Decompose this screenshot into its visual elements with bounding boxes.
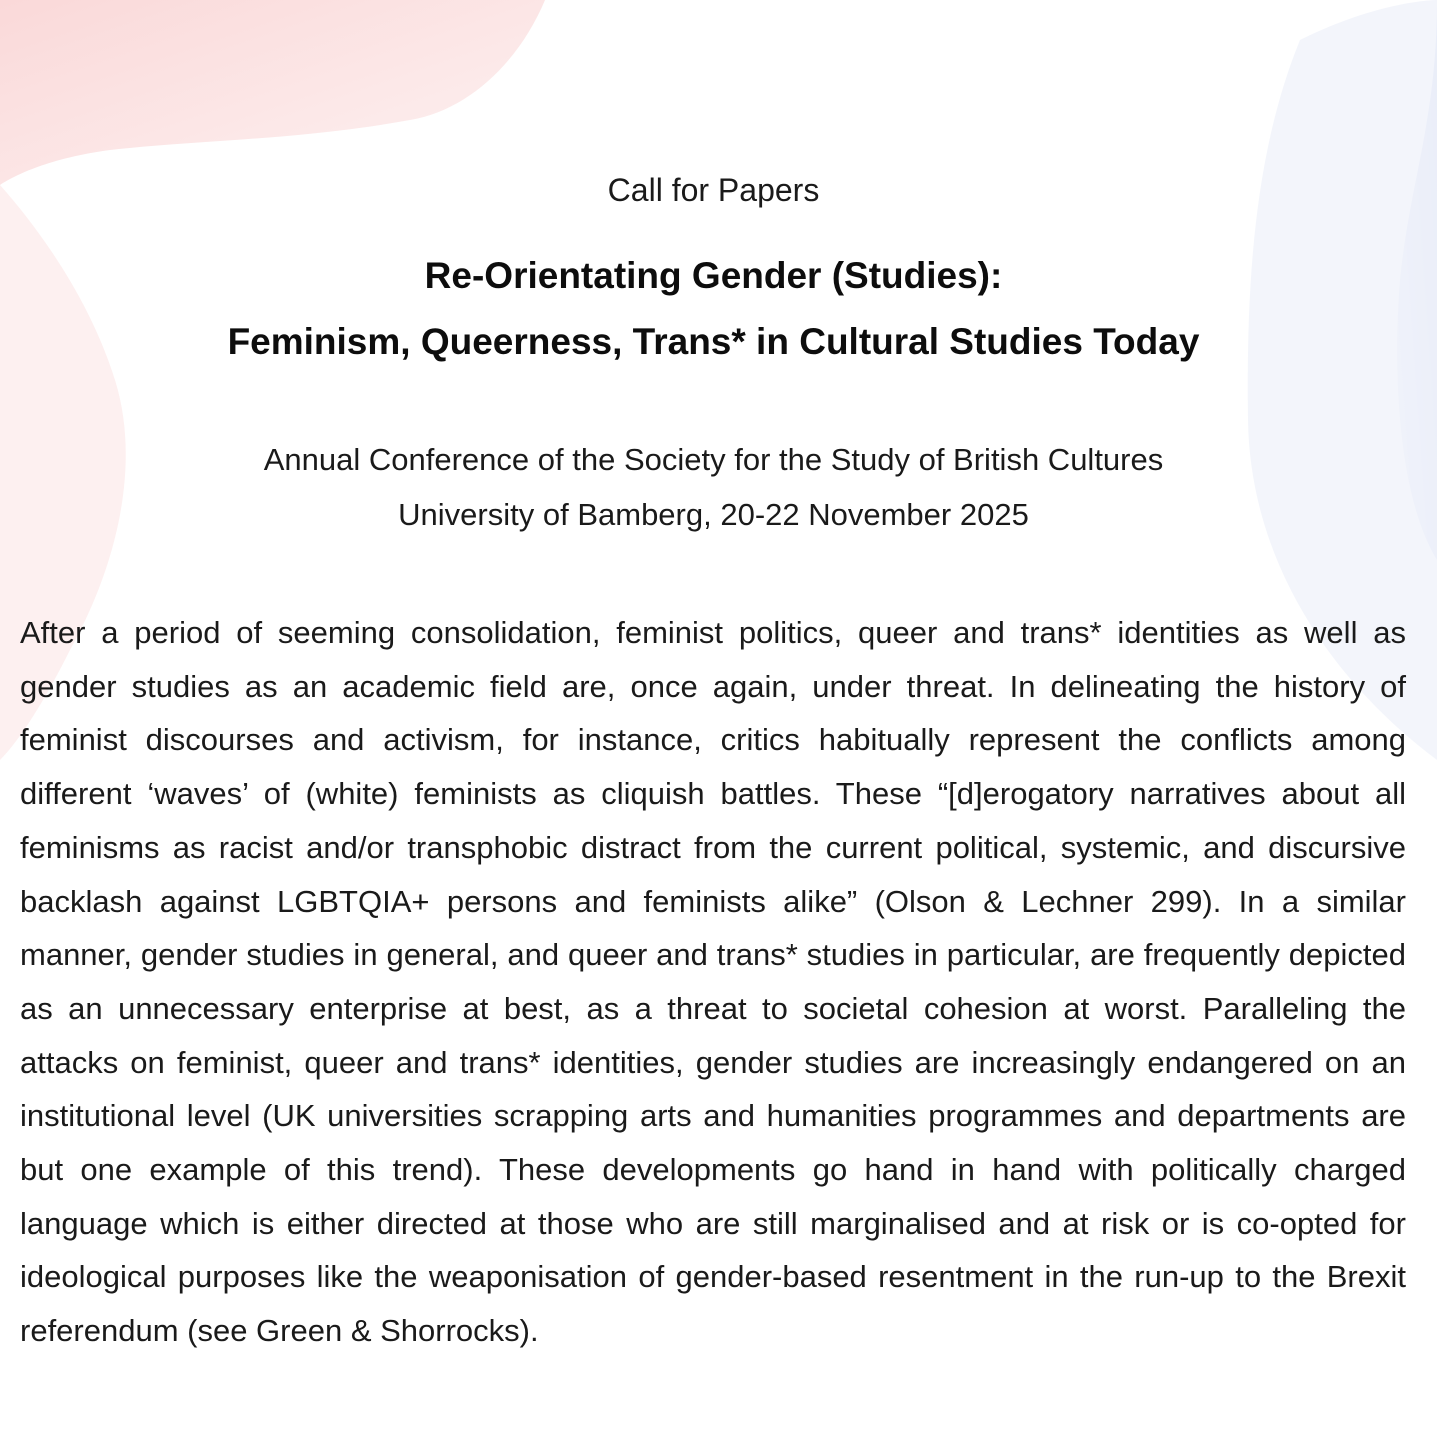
conference-location-date: University of Bamberg, 20-22 November 2025 (398, 497, 1029, 532)
conference-title (0, 243, 1427, 375)
conference-info (0, 432, 1427, 542)
title-line-1: Re-Orientating Gender (Studies): (424, 255, 1003, 296)
title-line-2: Feminism, Queerness, Trans* in Cultural Studies Today (227, 321, 1200, 362)
call-for-papers-label: Call for Papers (607, 172, 820, 208)
body-paragraph: After a period of seeming consolidation, feminist politics, queer and trans* identities as well as gender studies as an academic field are, once again, under threat. In delineating the history of feminist discourses and activism, for instance, critics habitually represent the conflicts among different ‘waves’ of (white) feminists as cliquish battles. These “[d]erogatory narratives about all feminisms as racist and/or transphobic distract from the current political, systemic, and discursive backlash against LGBTQIA+ persons and feminists alike” (Olson & Lechner 299). In a similar manner, gender studies in general, and queer and trans* studies in particular, are frequently depicted as an unnecessary enterprise at best, as a threat to societal cohesion at worst. Paralleling the attacks on feminist, queer and trans* identities, gender studies are increasingly endangered on an institutional level (UK universities scrapping arts and humanities programmes and departments are but one example of this trend). These developments go hand in hand with politically charged language which is either directed at those who are still marginalised and at risk or is co-opted for ideological purposes like the weaponisation of gender-based resentment in the run-up to the Brexit referendum (see Green & Shorrocks). (20, 615, 1406, 1349)
conference-name: Annual Conference of the Society for the Study of British Cultures (263, 442, 1164, 477)
